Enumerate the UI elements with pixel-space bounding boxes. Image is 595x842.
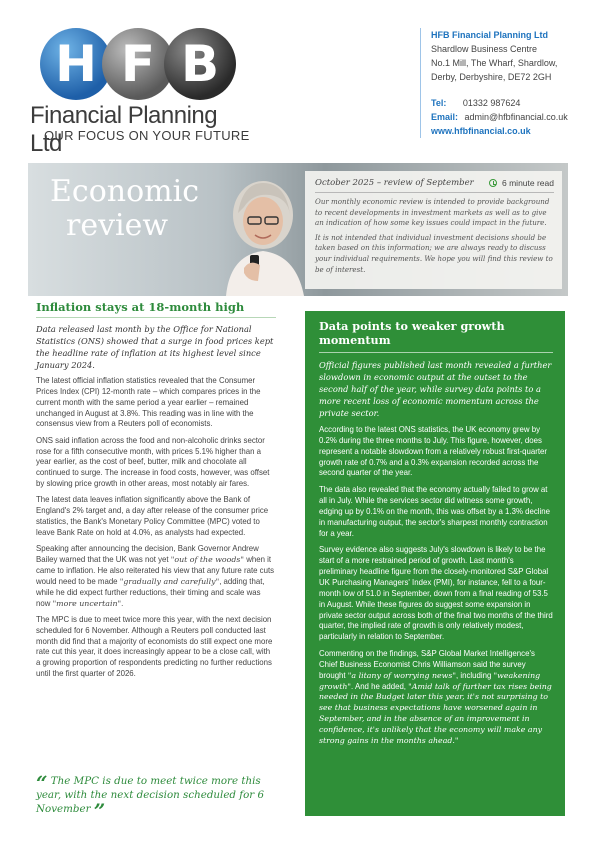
tel-label: Tel:: [431, 98, 447, 108]
review-info-box: [305, 171, 562, 289]
growth-paragraph-2: The data also revealed that the economy actually failed to grow at all in July. While the services sector did witness some growth, edging up by 0.1% on the month, this was offset by a 1.3% decline in manufacturing output, the sector's sharpest monthly contraction for a year.: [319, 485, 550, 538]
growth-intro: Official figures published last month revealed a further slowdown in economic output at the outset to the second half of the year, while survey data points to a more recent loss of economic momentum across the private sector.: [319, 360, 552, 418]
address-line-1: Shardlow Business Centre: [431, 44, 538, 54]
email-label: Email:: [431, 112, 459, 122]
banner-title: [50, 175, 199, 243]
growth-article-box: [305, 311, 565, 816]
banner-title-line-2: review: [66, 208, 169, 243]
logo-letter-b: B: [164, 28, 236, 100]
inflation-article: [36, 300, 276, 685]
contact-details: [420, 28, 580, 138]
contact-tel-row: [431, 96, 580, 110]
address-line-2: No.1 Mill, The Wharf, Shardlow,: [431, 58, 558, 68]
inflation-heading: Inflation stays at 18-month high: [36, 300, 276, 318]
inflation-paragraph-5: The MPC is due to meet twice more this year, with the next decision scheduled for 6 November. Although a Reuters poll conducted last month did find that a majority of economists do still expect one more rate cut this year, it does increasingly appear to be a close call, with a growing proportion of respondents predicting no further reductions until the first quarter of 2026.: [36, 614, 273, 679]
info-paragraph-1: Our monthly economic review is intended to provide background to recent developments in investment markets as well as to give an indication of how some key issues could impact in the future.: [315, 197, 550, 228]
logo-letter-h: H: [40, 28, 112, 100]
info-paragraph-2: It is not intended that individual investment decisions should be taken based on this information; we are always ready to discuss your individual requirements. We hope you will find this review to be of interest.: [315, 232, 553, 274]
email-link[interactable]: admin@hfbfinancial.co.uk: [464, 112, 568, 122]
inflation-paragraph-1: The latest official inflation statistics revealed that the Consumer Prices Index (CPI) 12-month rate – which compares prices in the current month with the same period a year earlier – remained unchanged in August at 3.8%. This reading was in line with the consensus view from a Reuters poll of economists.: [36, 376, 261, 429]
pull-quote-text: The MPC is due to meet twice more this year, with the next decision scheduled for 6 November: [36, 775, 265, 815]
inflation-paragraph-3: The latest data leaves inflation significantly above the Bank of England's 2% target and, a day after release of the consumer price statistics, the Bank's Monetary Policy Committee (MPC) voted to leave Bank Rate on hold at 4.0%, as analysts had expected.: [36, 495, 269, 537]
logo-letter-f: F: [102, 28, 174, 100]
banner-title-line-1: Economic: [50, 174, 199, 209]
growth-paragraph-4: Commenting on the findings, S&P Global Market Intelligence's Chief Business Economist Chris Williamson said the survey brought "a litany of worrying news", including "weakening growth". And he added, "Amid talk of further tax rises being needed in the Budget later this year, it's not surprising to see that business expectations have worsened again in September, and in the absence of an improvement in confidence, it's unlikely that the economy will make any strong gains in the months ahead.": [319, 649, 552, 745]
pull-quote: [36, 771, 276, 823]
logo-circles: [40, 28, 240, 100]
logo-company-name: Financial Planning Ltd: [30, 102, 218, 157]
inflation-intro: Data released last month by the Office for National Statistics (ONS) showed that a surge in food prices kept the headline rate of inflation at its highest level since January 2024.: [36, 324, 274, 370]
website-link[interactable]: www.hfbfinancial.co.uk: [431, 126, 531, 136]
read-time: [489, 178, 554, 188]
company-logo: [30, 28, 250, 157]
read-time-label: 6 minute read: [502, 178, 554, 188]
clock-icon: [489, 179, 497, 187]
growth-paragraph-1: According to the latest ONS statistics, the UK economy grew by 0.2% during the three months to July. This figure, however, does represent a notable slowdown from a relatively robust first-quarter growth rate of 0.7% and a 0.3% expansion recorded across the second quarter of the year.: [319, 425, 548, 478]
contact-company-name: HFB Financial Planning Ltd: [431, 30, 548, 40]
review-date: October 2025 – review of September: [315, 178, 474, 188]
info-header: [315, 178, 554, 193]
inflation-paragraph-2: ONS said inflation across the food and non-alcoholic drinks sector rose for a fifth consecutive month, with prices 5.1% higher than a year earlier, as the cost of beef, butter, milk and chocolate all continued to surge. The increase in food costs, however, was offset by slowing price growth in other areas, most notably air fares.: [36, 435, 270, 489]
tel-number[interactable]: 01332 987624: [462, 98, 521, 108]
quote-close-mark: ”: [93, 799, 106, 823]
inflation-paragraph-4: Speaking after announcing the decision, Bank Governor Andrew Bailey warned that the UK was not yet "out of the woods" when it came to inflation. He also reiterated his view that any future rate cuts would need to be made "gradually and carefully", adding that, while he did expect further reductions, their timing and scale was now "more uncertain".: [36, 544, 275, 608]
address-line-3: Derby, Derbyshire, DE72 2GH: [431, 72, 552, 82]
woman-with-phone-photo: [208, 173, 318, 296]
contact-email-row: [431, 110, 580, 124]
growth-paragraph-3: Survey evidence also suggests July's slowdown is likely to be the start of a more restrained period of growth. Last month's preliminary headline figure from the closely-monitored S&P Global UK Purchasing Managers' Index (PMI), for instance, fell to a four-month low of 51.0 in September, down from a final reading of 53.5 in August. While these figures do suggest some expansion in private sector output across both of the final two months of the third quarter, the implied rate of growth is only relatively modest, particularly in relation to September.: [319, 545, 553, 642]
growth-heading: Data points to weaker growth momentum: [319, 319, 553, 353]
logo-tagline: OUR FOCUS ON YOUR FUTURE: [44, 128, 250, 143]
header-banner: [28, 163, 568, 296]
quote-open-mark: “: [36, 771, 48, 795]
